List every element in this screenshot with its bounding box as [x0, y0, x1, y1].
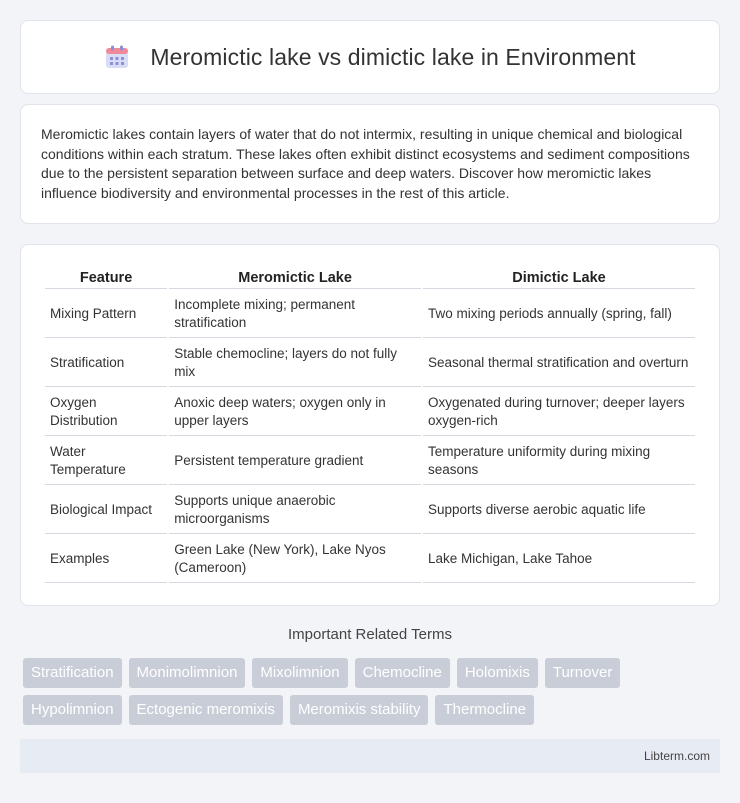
related-terms-title: Important Related Terms: [288, 626, 452, 643]
related-terms-tags: [23, 658, 723, 732]
tag-ectogenic-meromixis[interactable]: Ectogenic meromixis: [129, 695, 283, 725]
column-header-feature: Feature: [45, 265, 167, 289]
table-cell-dimictic: Lake Michigan, Lake Tahoe: [423, 534, 695, 583]
table-cell-meromictic: Green Lake (New York), Lake Nyos (Cameroon): [169, 534, 421, 583]
intro-card: [20, 104, 720, 224]
header-card: [20, 20, 720, 94]
table-cell-feature: Oxygen Distribution: [45, 387, 167, 436]
table-cell-feature: Biological Impact: [45, 485, 167, 534]
tag-turnover[interactable]: Turnover: [545, 658, 620, 688]
table-cell-dimictic: Seasonal thermal stratification and overturn: [423, 338, 695, 387]
tag-chemocline[interactable]: Chemocline: [355, 658, 450, 688]
table-row: [45, 289, 695, 338]
table-cell-feature: Stratification: [45, 338, 167, 387]
tag-stratification[interactable]: Stratification: [23, 658, 122, 688]
tag-hypolimnion[interactable]: Hypolimnion: [23, 695, 122, 725]
intro-text: Meromictic lakes contain layers of water that do not intermix, resulting in unique chemical and biological conditions within each stratum. These lakes often exhibit distinct ecosystems and sediment compositions due to the persistent separation between surface and deep waters. Discover how meromictic lakes influence biodiversity and environmental processes in the rest of this article.: [41, 126, 690, 201]
table-row: [45, 338, 695, 387]
table-row: [45, 387, 695, 436]
table-cell-feature: Mixing Pattern: [45, 289, 167, 338]
table-cell-meromictic: Persistent temperature gradient: [169, 436, 421, 485]
table-cell-meromictic: Anoxic deep waters; oxygen only in upper layers: [169, 387, 421, 436]
tag-thermocline[interactable]: Thermocline: [435, 695, 534, 725]
tag-monimolimnion[interactable]: Monimolimnion: [129, 658, 246, 688]
tag-holomixis[interactable]: Holomixis: [457, 658, 538, 688]
table-cell-meromictic: Supports unique anaerobic microorganisms: [169, 485, 421, 534]
table-cell-feature: Water Temperature: [45, 436, 167, 485]
table-cell-dimictic: Supports diverse aerobic aquatic life: [423, 485, 695, 534]
footer: [20, 739, 720, 773]
calendar-icon: [104, 44, 130, 70]
column-header-dimictic: Dimictic Lake: [423, 265, 695, 289]
tag-mixolimnion[interactable]: Mixolimnion: [252, 658, 347, 688]
footer-site-link[interactable]: Libterm.com: [643, 749, 710, 763]
comparison-table: [43, 265, 697, 583]
table-row: [45, 485, 695, 534]
column-header-meromictic: Meromictic Lake: [169, 265, 421, 289]
comparison-table-card: [20, 244, 720, 606]
table-cell-meromictic: Incomplete mixing; permanent stratification: [169, 289, 421, 338]
table-row: [45, 534, 695, 583]
page-title: Meromictic lake vs dimictic lake in Environment: [150, 43, 636, 70]
table-header-row: [45, 265, 695, 289]
tag-meromixis-stability[interactable]: Meromixis stability: [290, 695, 429, 725]
table-cell-dimictic: Two mixing periods annually (spring, fall): [423, 289, 695, 338]
table-row: [45, 436, 695, 485]
table-cell-feature: Examples: [45, 534, 167, 583]
table-cell-dimictic: Oxygenated during turnover; deeper layers oxygen-rich: [423, 387, 695, 436]
table-cell-dimictic: Temperature uniformity during mixing seasons: [423, 436, 695, 485]
table-cell-meromictic: Stable chemocline; layers do not fully mix: [169, 338, 421, 387]
